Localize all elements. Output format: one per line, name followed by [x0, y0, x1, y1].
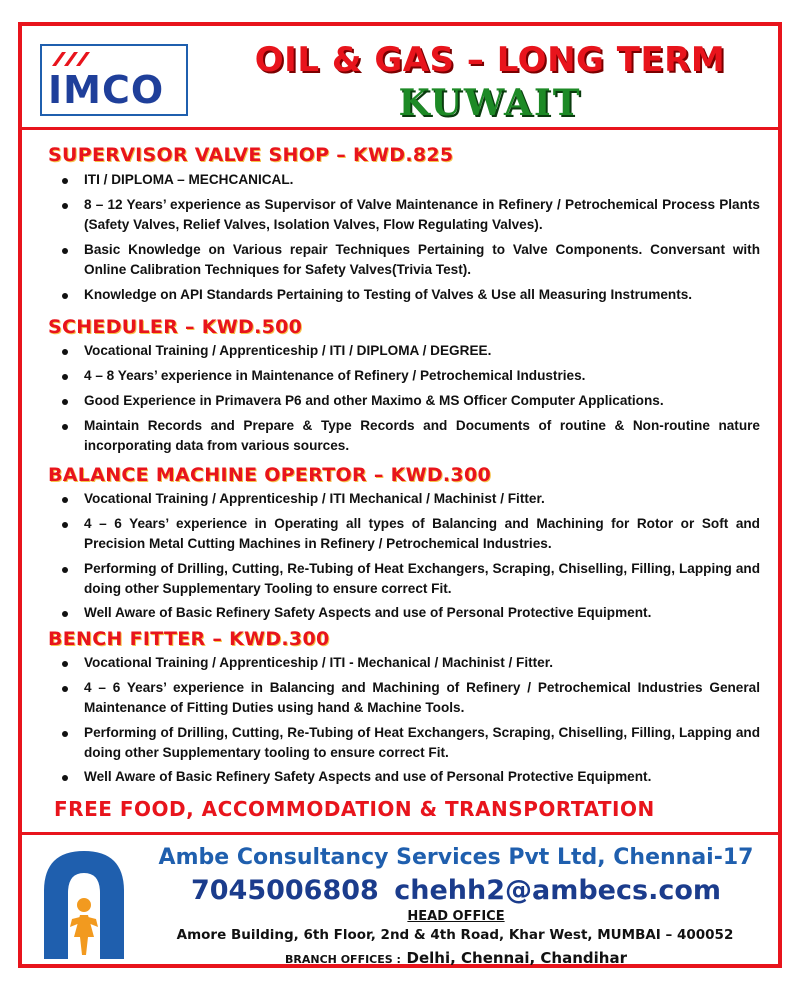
email-address[interactable]: chehh2@ambecs.com — [394, 875, 722, 906]
contact-line — [146, 875, 766, 906]
bullet-icon — [62, 522, 68, 528]
benefits-banner: FREE FOOD, ACCOMMODATION & TRANSPORTATION — [54, 797, 655, 821]
bullet-icon — [62, 731, 68, 737]
list-item: Maintain Records and Prepare & Type Records and Documents of routine & Non-routine nature incorporating data from various sources. — [84, 418, 760, 453]
bullet-icon — [62, 178, 68, 184]
branch-offices-label: BRANCH OFFICES : — [285, 953, 401, 966]
list-item: Good Experience in Primavera P6 and other Maximo & MS Officer Computer Applications. — [84, 393, 664, 408]
list-item: Performing of Drilling, Cutting, Re-Tubing of Heat Exchangers, Scraping, Chiselling, Filling, Lapping and doing other Supplementary Tooling to ensure correct Fit. — [84, 561, 760, 596]
list-item: Vocational Training / Apprenticeship / ITI / DIPLOMA / DEGREE. — [84, 343, 492, 358]
bullet-icon — [62, 686, 68, 692]
bullet-icon — [62, 775, 68, 781]
head-office-address: Amore Building, 6th Floor, 2nd & 4th Road, Khar West, MUMBAI – 400052 — [176, 927, 734, 943]
list-item: Vocational Training / Apprenticeship / ITI - Mechanical / Machinist / Fitter. — [84, 655, 554, 670]
headline-location: KUWAIT — [398, 82, 582, 124]
bullet-icon — [62, 611, 68, 617]
headline-title: OIL & GAS – LONG TERM — [254, 40, 726, 80]
head-office-label: HEAD OFFICE — [407, 909, 505, 924]
bullet-icon — [62, 293, 68, 299]
bullet-icon — [62, 661, 68, 667]
bullet-icon — [62, 399, 68, 405]
list-item: 8 – 12 Years’ experience as Supervisor of Valve Maintenance in Refinery / Petrochemical Process Plants (Safety Valves, Relief Valves, Isolation Valves, Flow Regulating Valves). — [84, 197, 760, 232]
list-item: 4 – 6 Years’ experience in Balancing and Machining of Refinery / Petrochemical Industries General Maintenance of Fitting Duties using hand & Machine Tools. — [84, 680, 760, 715]
list-item: Knowledge on API Standards Pertaining to Testing of Valves & Use all Measuring Instruments. — [84, 287, 693, 302]
company-name: Ambe Consultancy Services Pvt Ltd, Chennai-17 — [158, 845, 754, 870]
branch-offices-list: Delhi, Chennai, Chandihar — [406, 949, 627, 967]
phone-number[interactable]: 7045006808 — [190, 875, 379, 906]
header — [22, 26, 778, 130]
logo-swoosh-icon — [50, 50, 100, 68]
job-title: BALANCE MACHINE OPERTOR – KWD.300 — [48, 464, 491, 486]
list-item: 4 – 6 Years’ experience in Operating all types of Balancing and Machining for Rotor or Soft and Precision Metal Cutting Machines in Refinery / Petrochemical Industries. — [84, 516, 760, 551]
bullet-icon — [62, 349, 68, 355]
footer — [22, 832, 778, 968]
branch-offices — [146, 948, 766, 967]
ambe-logo-icon — [36, 845, 132, 963]
bullet-icon — [62, 203, 68, 209]
logo-text: IMCO — [48, 68, 165, 112]
list-item: 4 – 8 Years’ experience in Maintenance of Refinery / Petrochemical Industries. — [84, 368, 586, 383]
list-item: Well Aware of Basic Refinery Safety Aspects and use of Personal Protective Equipment. — [84, 769, 652, 784]
list-item: ITI / DIPLOMA – MECHCANICAL. — [84, 172, 294, 187]
job-title: SCHEDULER – KWD.500 — [48, 316, 303, 338]
list-item: Basic Knowledge on Various repair Techniques Pertaining to Valve Components. Conversant with Online Calibration Techniques for Safety Valves(Trivia Test). — [84, 242, 760, 277]
list-item: Performing of Drilling, Cutting, Re-Tubing of Heat Exchangers, Scraping, Chiselling, Filling, Lapping and doing other Supplementary tooling to ensure correct Fit. — [84, 725, 760, 760]
bullet-icon — [62, 424, 68, 430]
job-title: BENCH FITTER – KWD.300 — [48, 628, 330, 650]
list-item: Well Aware of Basic Refinery Safety Aspects and use of Personal Protective Equipment. — [84, 605, 652, 620]
list-item: Vocational Training / Apprenticeship / ITI Mechanical / Machinist / Fitter. — [84, 491, 545, 506]
bullet-icon — [62, 374, 68, 380]
job-title: SUPERVISOR VALVE SHOP – KWD.825 — [48, 144, 454, 166]
advertisement-frame — [18, 22, 782, 968]
bullet-icon — [62, 248, 68, 254]
bullet-icon — [62, 497, 68, 503]
bullet-icon — [62, 567, 68, 573]
imco-logo — [40, 44, 188, 116]
